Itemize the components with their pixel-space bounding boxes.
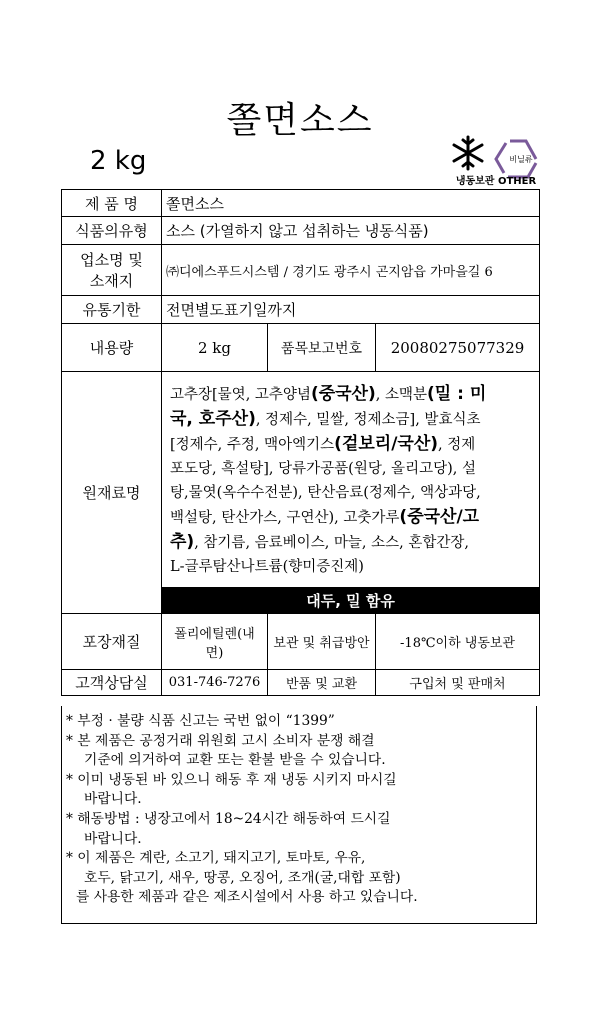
ingredients-line: [정제수, 주정, 맥아엑기스(겉보리/국산), 정제	[170, 434, 476, 454]
notice-line: * 이미 냉동된 바 있으니 해동 후 재 냉동 시키지 마시길	[66, 771, 397, 788]
product-name-value: 쫄면소스	[162, 190, 540, 217]
notice-line: * 이 제품은 계란, 소고기, 돼지고기, 토마토, 우유,	[66, 850, 366, 867]
packaging-label: 포장재질	[62, 614, 162, 670]
page-title: 쫄면소스	[226, 100, 374, 141]
expiry-label: 유통기한	[62, 296, 162, 324]
report-number-value: 20080275077329	[376, 324, 540, 372]
food-type-value: 소스 (가열하지 않고 섭취하는 냉동식품)	[162, 217, 540, 245]
ingredients-value	[162, 372, 540, 588]
svg-text:비닐류: 비닐류	[509, 155, 533, 164]
content-label: 내용량	[62, 324, 162, 372]
customer-service-label: 고객상담실	[62, 670, 162, 696]
ingredients-line: 국, 호주산), 정제수, 밀쌀, 정제소금], 발효식초	[170, 409, 481, 429]
ingredients-line: 고추장[물엿, 고추양념(중국산), 소맥분(밀 : 미	[170, 384, 487, 404]
food-type-label: 식품의유형	[62, 217, 162, 245]
snowflake-icon	[454, 137, 482, 169]
product-info-table	[61, 189, 540, 696]
logo-caption: 냉동보관 OTHER	[455, 176, 537, 187]
return-value: 구입처 및 판매처	[376, 670, 540, 696]
notices-box	[61, 706, 537, 924]
notice-line: * 해동방법 : 냉장고에서 18~24시간 해동하여 드시길	[66, 810, 391, 827]
notice-line: 바랍니다.	[84, 791, 142, 808]
allergen-banner: 대두, 밀 함유	[162, 588, 540, 614]
company-value: ㈜디에스푸드시스템 / 경기도 광주시 곤지암읍 가마을길 6	[162, 245, 540, 296]
ingredients-label: 원재료명	[62, 372, 162, 614]
notice-line: * 본 제품은 공정거래 위원회 고시 소비자 분쟁 해결	[66, 732, 375, 749]
expiry-value: 전면별도표기일까지	[162, 296, 540, 324]
ingredients-line: 포도당, 흑설탕], 당류가공품(원당, 올리고당), 설	[170, 461, 476, 477]
notice-line: 바랍니다.	[84, 830, 142, 847]
notice-line: 기준에 의거하여 교환 또는 환불 받을 수 있습니다.	[84, 752, 386, 769]
report-number-label: 품목보고번호	[268, 324, 376, 372]
notice-line: 호두, 닭고기, 새우, 땅콩, 오징어, 조개(굴,대합 포함)	[84, 869, 401, 886]
ingredients-line: 추), 참기름, 음료베이스, 마늘, 소스, 혼합간장,	[170, 532, 470, 552]
packaging-value: 폴리에틸렌(내면)	[162, 614, 268, 670]
net-weight: 2 kg	[90, 146, 147, 176]
company-label: 업소명 및 소재지	[62, 245, 162, 296]
ingredients-line: 백설탕, 탄산가스, 구연산), 고춧가루(중국산/고	[170, 507, 480, 527]
content-value: 2 kg	[162, 324, 268, 372]
notice-line: 를 사용한 제품과 같은 제조시설에서 사용 하고 있습니다.	[76, 889, 418, 906]
ingredients-line: L-글루탐산나트륨(향미증진제)	[170, 559, 364, 575]
notice-line: * 부정 · 불량 식품 신고는 국번 없이 “1399”	[66, 713, 335, 729]
product-name-label: 제 품 명	[62, 190, 162, 217]
customer-service-phone: 031-746-7276	[162, 670, 268, 696]
ingredients-line: 탕,물엿(옥수수전분), 탄산음료(정제수, 액상과당,	[170, 485, 481, 501]
return-label: 반품 및 교환	[268, 670, 376, 696]
storage-label: 보관 및 취급방안	[268, 614, 376, 670]
storage-value: -18℃이하 냉동보관	[376, 614, 540, 670]
